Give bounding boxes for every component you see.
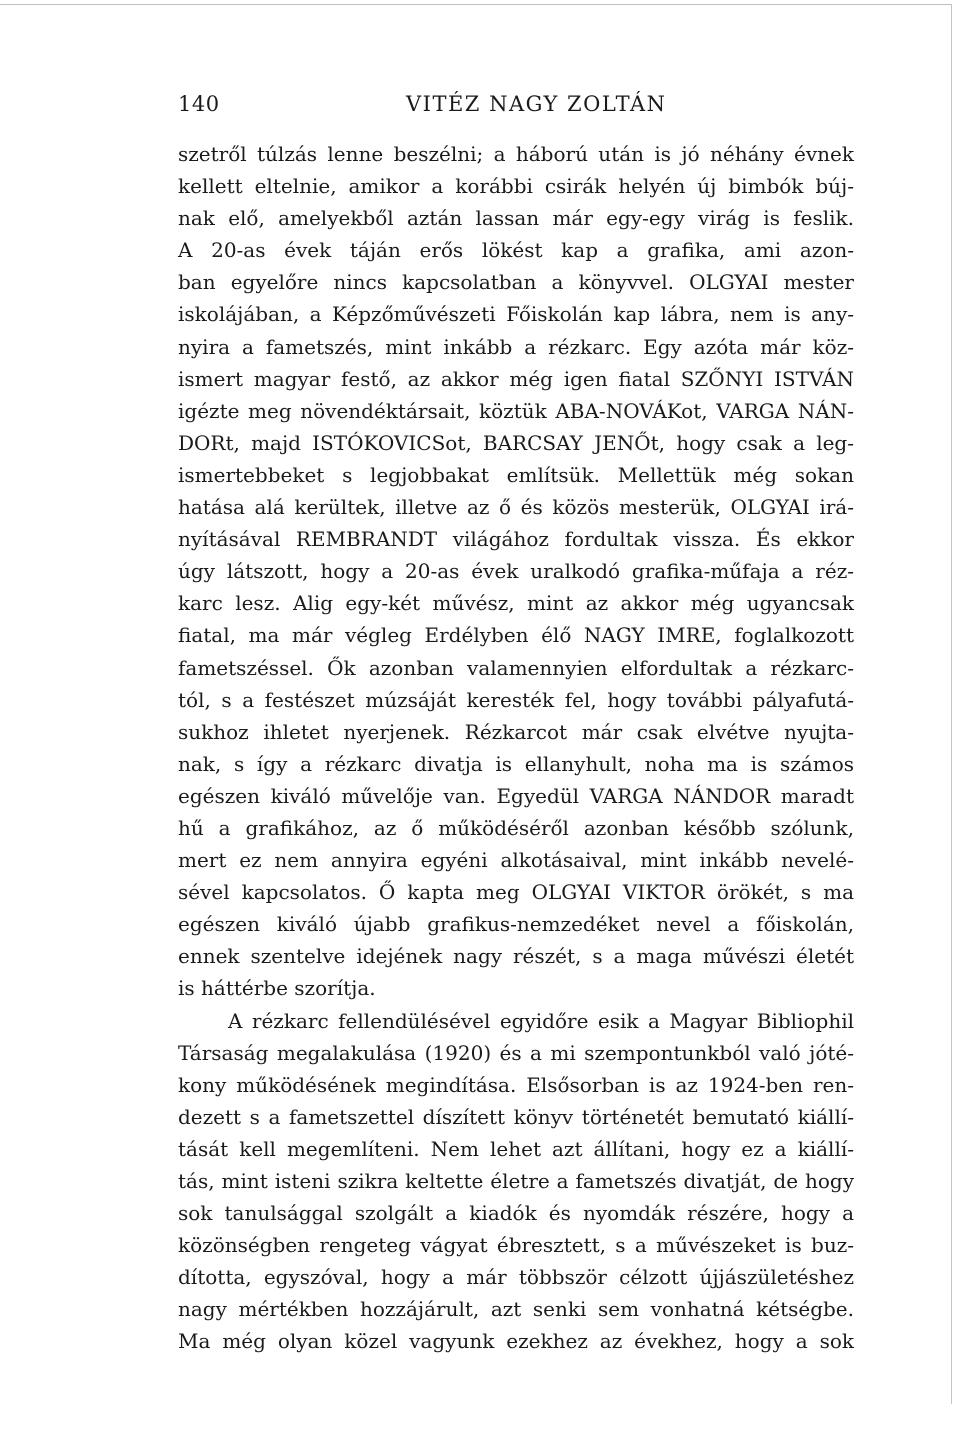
text-line: fametszéssel. Ők azonban valamennyien elfordultak a rézkarc-	[178, 655, 854, 680]
text-line: nyításával REMBRANDT világához fordultak vissza. És ekkor	[178, 527, 854, 552]
text-line: dezett s a fametszettel díszített könyv történetét bemutató kiállí-	[178, 1104, 854, 1129]
page-edge-top	[0, 4, 952, 5]
text-line: ismertebbeket s legjobbakat említsük. Mellettük még sokan	[178, 462, 854, 487]
text-line: kellett eltelnie, amikor a korábbi csirák helyén új bimbók búj-	[178, 174, 854, 199]
text-line: kony működésének megindítása. Elsősorban is az 1924-ben ren-	[178, 1072, 854, 1097]
text-line: Ma még olyan közel vagyunk ezekhez az évekhez, hogy a sok	[178, 1329, 854, 1354]
text-line: egészen kiváló újabb grafikus-nemzedéket nevel a főiskolán,	[178, 912, 854, 937]
text-line: nak, s így a rézkarc divatja is ellanyhult, noha ma is számos	[178, 751, 854, 776]
text-line: hatása alá kerültek, illetve az ő és közös mesterük, OLGYAI irá-	[178, 495, 854, 520]
text-line: is háttérbe szorítja.	[178, 976, 376, 1001]
paragraph-2	[178, 1005, 854, 1358]
text-line: karc lesz. Alig egy-két művész, mint az akkor még ugyancsak	[178, 591, 854, 616]
page-number: 140	[178, 92, 220, 116]
text-line: ennek szentelve idejének nagy részét, s a maga művészi életét	[178, 944, 854, 969]
text-line: sukhoz ihletet nyerjenek. Rézkarcot már csak elvétve nyujta-	[178, 719, 854, 744]
text-line: Társaság megalakulása (1920) és a mi szempontunkból való jóté-	[178, 1040, 854, 1065]
text-line: úgy látszott, hogy a 20-as évek uralkodó grafika-műfaja a réz-	[178, 559, 854, 584]
text-line: tását kell megemlíteni. Nem lehet azt állítani, hogy ez a kiállí-	[178, 1136, 854, 1161]
text-line: nyira a fametszés, mint inkább a rézkarc. Egy azóta már köz-	[178, 334, 854, 359]
text-line: A 20-as évek táján erős lökést kap a grafika, ami azon-	[178, 238, 854, 263]
text-line: iskolájában, a Képzőművészeti Főiskolán kap lábra, nem is any-	[178, 302, 854, 327]
text-line: fiatal, ma már végleg Erdélyben élő NAGY IMRE, foglalkozott	[178, 623, 854, 648]
text-line: ismert magyar festő, az akkor még igen fiatal SZŐNYI ISTVÁN	[178, 366, 854, 391]
text-line: dította, egyszóval, hogy a már többször célzott újjászületéshez	[178, 1265, 854, 1290]
text-line: egészen kiváló művelője van. Egyedül VARGA NÁNDOR maradt	[178, 783, 854, 808]
text-line: nak elő, amelyekből aztán lassan már egy-egy virág is feslik.	[178, 206, 854, 231]
running-title: VITÉZ NAGY ZOLTÁN	[406, 92, 667, 116]
text-line: tás, mint isteni szikra keltette életre a fametszés divatját, de hogy	[178, 1169, 854, 1193]
text-line: tól, s a festészet múzsáját keresték fel, hogy további pályafutá-	[178, 687, 854, 712]
text-line: hű a grafikához, az ő működéséről azonban később szólunk,	[178, 815, 854, 840]
page-header	[178, 92, 858, 122]
text-line: igézte meg növendéktársait, köztük ABA-NOVÁKot, VARGA NÁN-	[178, 398, 854, 423]
text-line: sok tanulsággal szolgált a kiadók és nyomdák részére, hogy a	[178, 1201, 854, 1226]
text-line: szetről túlzás lenne beszélni; a háború után is jó néhány évnek	[178, 142, 854, 166]
text-line: közönségben rengeteg vágyat ébresztett, s a művészeket is buz-	[178, 1233, 854, 1258]
text-line: sével kapcsolatos. Ő kapta meg OLGYAI VIKTOR örökét, s ma	[178, 880, 854, 905]
text-line: mert ez nem annyira egyéni alkotásaival, mint inkább nevelé-	[178, 848, 854, 873]
text-line: nagy mértékben hozzájárult, azt senki sem vonhatná kétségbe.	[178, 1297, 854, 1322]
text-line: A rézkarc fellendülésével egyidőre esik a Magyar Bibliophil	[228, 1008, 854, 1033]
page-edge-right	[951, 4, 952, 1404]
body-text	[178, 138, 854, 1358]
text-line: ban egyelőre nincs kapcsolatban a könyvvel. OLGYAI mester	[178, 270, 854, 295]
paragraph-1	[178, 138, 854, 1005]
text-line: DORt, majd ISTÓKOVICSot, BARCSAY JENŐt, hogy csak a leg-	[178, 430, 854, 455]
